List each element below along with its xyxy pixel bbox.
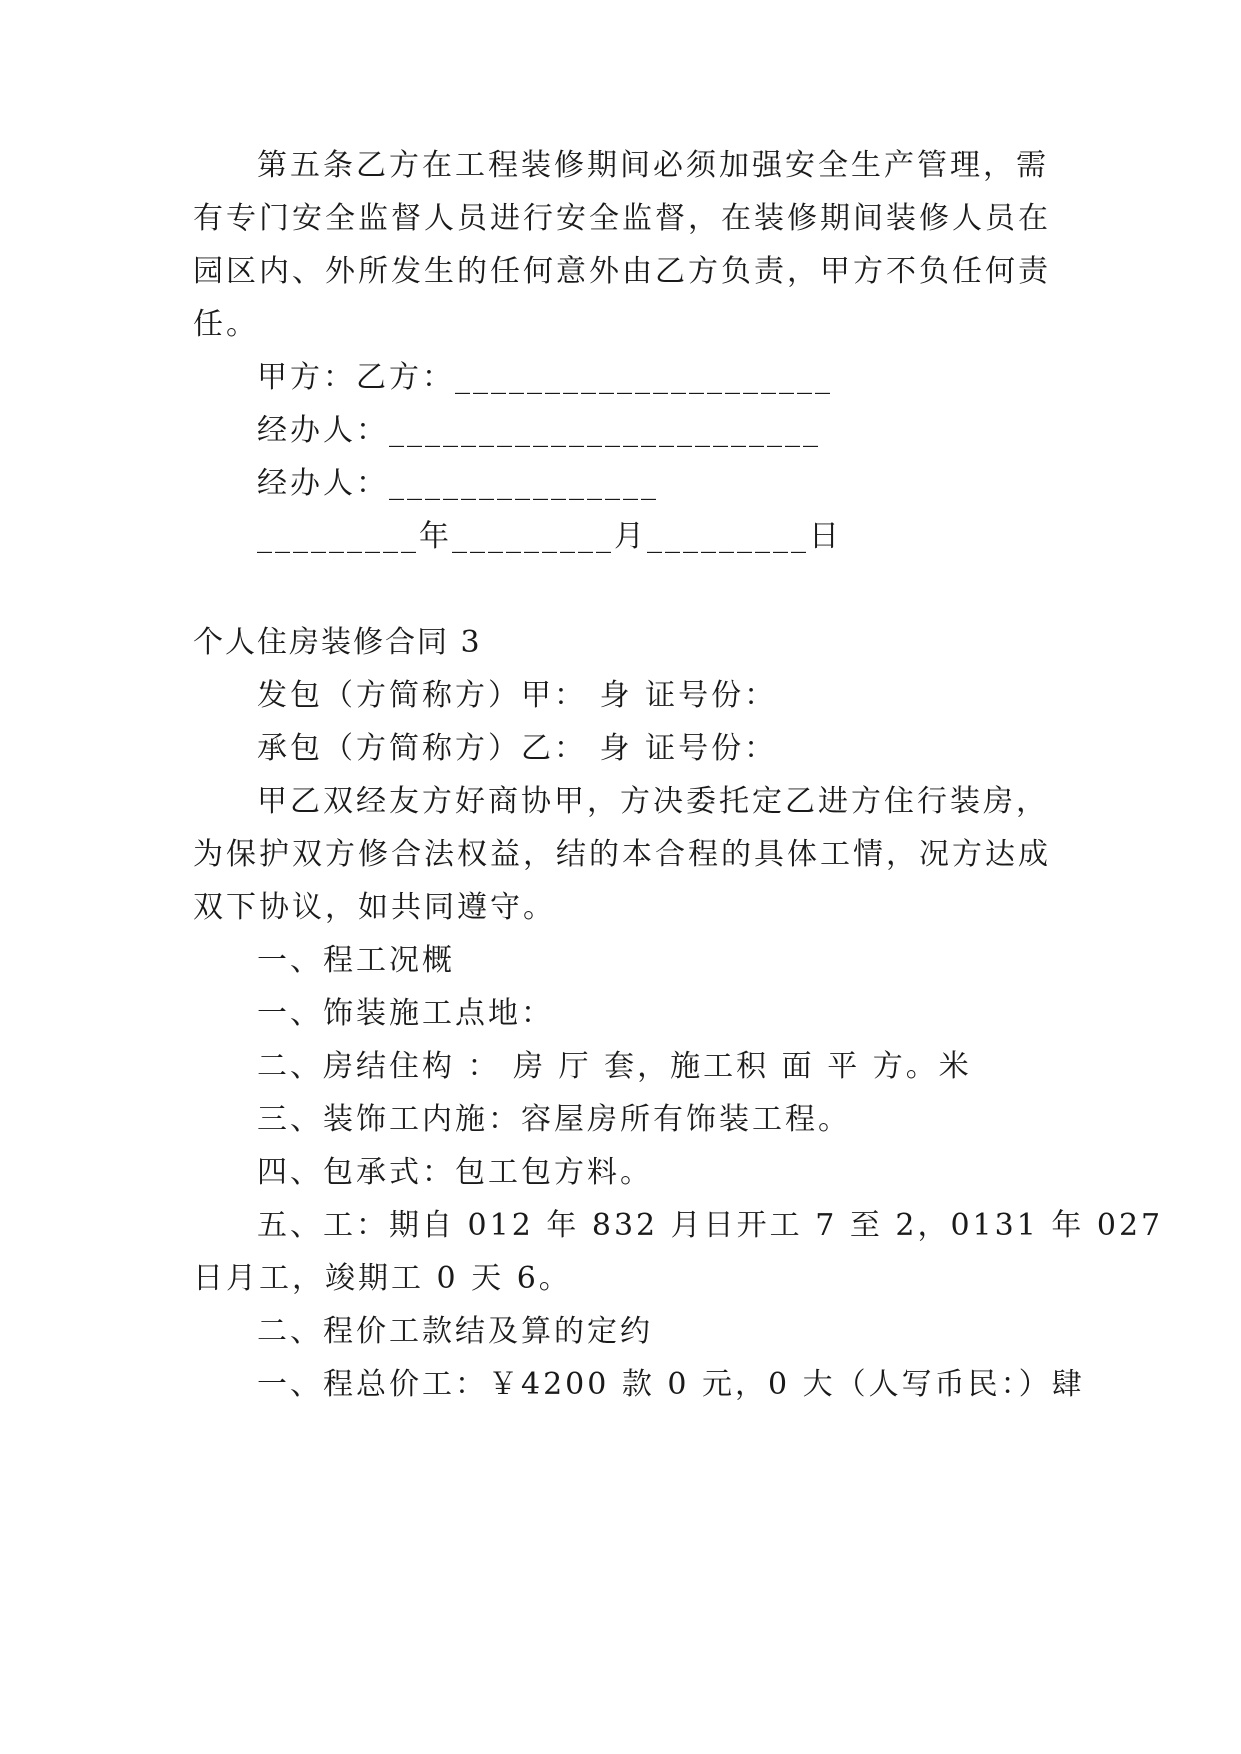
- section1-heading: 一、程工况概: [257, 943, 455, 978]
- section2-heading: 二、程价工款结及算的定约: [257, 1314, 653, 1349]
- signature-party-line: 甲方：乙方：_____________________: [257, 360, 833, 395]
- section2-item-1: 一、程总价工：￥4200 款 0 元，0 大（人写币民：）肆: [257, 1367, 1085, 1402]
- signature-date-line: _________年_________月_________日: [257, 519, 842, 554]
- contractor-line: 承包（方简称方）乙： 身 证号份：: [257, 731, 778, 766]
- contract3-title: 个人住房装修合同 3: [193, 625, 482, 660]
- section1-item-4: 四、包承式：包工包方料。: [257, 1155, 653, 1190]
- clause5-line-4: 任。: [193, 307, 259, 342]
- employer-line: 发包（方简称方）甲： 身 证号份：: [257, 678, 778, 713]
- intro-line-1: 甲乙双经友方好商协甲，方决委托定乙进方住行装房，: [257, 784, 1049, 819]
- section1-item-2: 二、房结住构 ： 房 厅 套，施工积 面 平 方。米: [257, 1049, 972, 1084]
- section1-item-5-line-2: 日月工，竣期工 0 天 6。: [193, 1261, 572, 1296]
- clause5-line-2: 有专门安全监督人员进行安全监督，在装修期间装修人员在: [193, 201, 1051, 236]
- section1-item-5-line-1: 五、工：期自 012 年 832 月日开工 7 至 2，0131 年 027: [257, 1208, 1164, 1243]
- intro-line-3: 双下协议，如共同遵守。: [193, 890, 556, 925]
- intro-line-2: 为保护双方修合法权益，结的本合程的具体工情，况方达成: [193, 837, 1051, 872]
- section1-item-3: 三、装饰工内施：容屋房所有饰装工程。: [257, 1102, 851, 1137]
- clause5-line-1: 第五条乙方在工程装修期间必须加强安全生产管理，需: [257, 148, 1049, 183]
- section1-item-1: 一、饰装施工点地：: [257, 996, 554, 1031]
- clause5-line-3: 园区内、外所发生的任何意外由乙方负责，甲方不负任何责: [193, 254, 1051, 289]
- signature-handler-2: 经办人：_______________: [257, 466, 659, 501]
- signature-handler-1: 经办人：________________________: [257, 413, 821, 448]
